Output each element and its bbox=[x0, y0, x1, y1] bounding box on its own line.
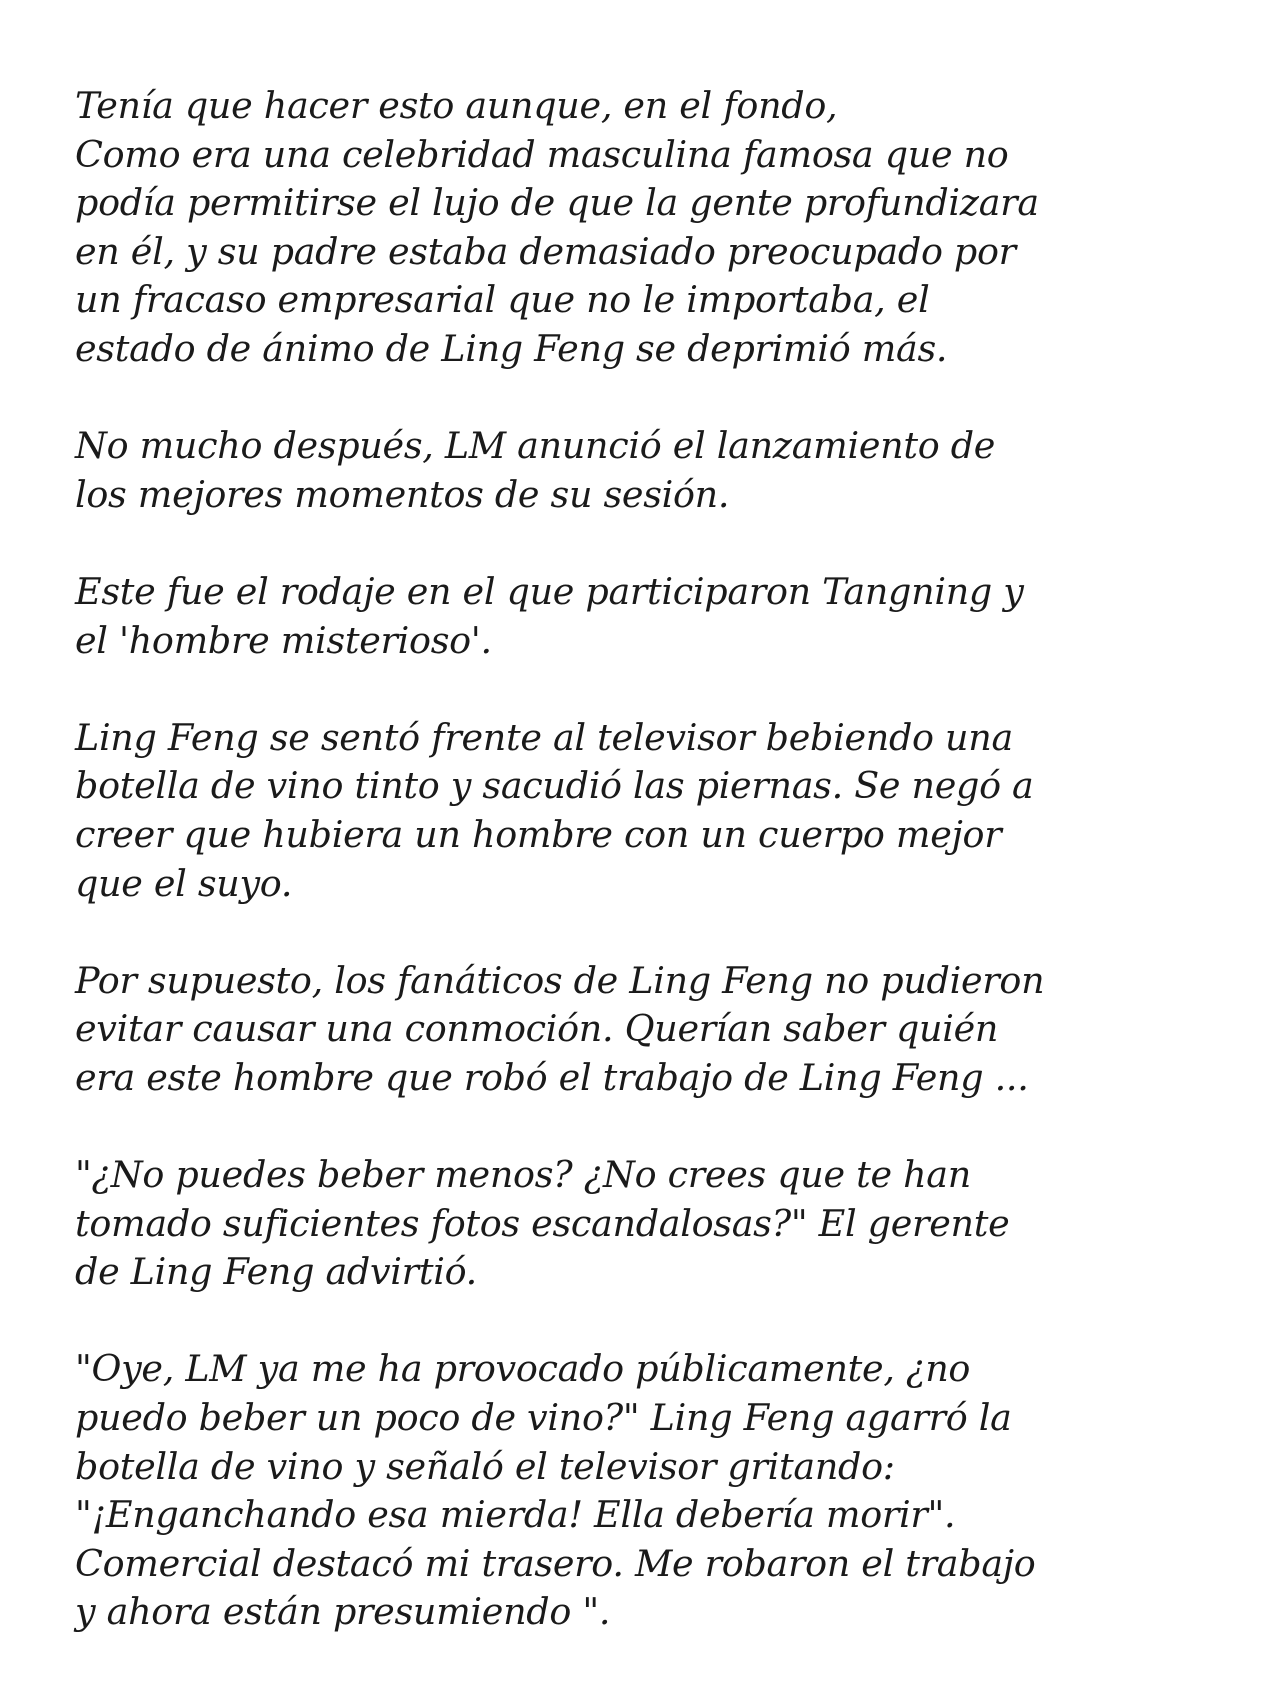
text-line: Comercial destacó mi trasero. Me robaron el trabajo bbox=[75, 1541, 1036, 1585]
text-line: el 'hombre misterioso'. bbox=[75, 618, 492, 662]
text-line: Este fue el rodaje en el que participaron Tangning y bbox=[75, 569, 1024, 613]
text-line: puedo beber un poco de vino?" Ling Feng agarró la bbox=[75, 1396, 1012, 1440]
paragraph bbox=[75, 957, 1215, 1103]
text-line: que el suyo. bbox=[75, 861, 293, 905]
paragraph bbox=[75, 568, 1215, 665]
text-line: un fracaso empresarial que no le importaba, el bbox=[75, 278, 930, 322]
paragraph bbox=[75, 1151, 1215, 1297]
text-line: No mucho después, LM anunció el lanzamiento de bbox=[75, 424, 996, 468]
text-line: botella de vino y señaló el televisor gritando: bbox=[75, 1444, 895, 1488]
text-line: "¿No puedes beber menos? ¿No crees que te han bbox=[75, 1153, 971, 1197]
text-line: botella de vino tinto y sacudió las piernas. Se negó a bbox=[75, 764, 1034, 808]
paragraph bbox=[75, 1345, 1215, 1637]
paragraph bbox=[75, 422, 1215, 519]
text-line: creer que hubiera un hombre con un cuerpo mejor bbox=[75, 812, 1002, 856]
text-line: tomado suficientes fotos escandalosas?" El gerente bbox=[75, 1201, 1010, 1245]
text-line: era este hombre que robó el trabajo de Ling Feng ... bbox=[75, 1055, 1029, 1099]
document-page bbox=[75, 82, 1215, 1686]
text-line: estado de ánimo de Ling Feng se deprimió más. bbox=[75, 326, 948, 370]
text-line: Como era una celebridad masculina famosa que no bbox=[75, 132, 1009, 176]
text-line: Tenía que hacer esto aunque, en el fondo, bbox=[75, 84, 838, 127]
text-line: Ling Feng se sentó frente al televisor bebiendo una bbox=[75, 715, 1013, 759]
text-line: de Ling Feng advirtió. bbox=[75, 1250, 477, 1294]
paragraph bbox=[75, 714, 1215, 908]
text-line: evitar causar una conmoción. Querían saber quién bbox=[75, 1007, 999, 1051]
text-line: en él, y su padre estaba demasiado preocupado por bbox=[75, 229, 1016, 273]
text-line: "Oye, LM ya me ha provocado públicamente, ¿no bbox=[75, 1347, 971, 1391]
text-line: los mejores momentos de su sesión. bbox=[75, 472, 730, 516]
text-line: podía permitirse el lujo de que la gente profundizara bbox=[75, 181, 1039, 225]
text-line: y ahora están presumiendo ". bbox=[75, 1590, 611, 1634]
text-line: Por supuesto, los fanáticos de Ling Feng no pudieron bbox=[75, 958, 1045, 1002]
text-line: "¡Enganchando esa mierda! Ella debería morir". bbox=[75, 1493, 956, 1537]
paragraph bbox=[75, 82, 1215, 374]
